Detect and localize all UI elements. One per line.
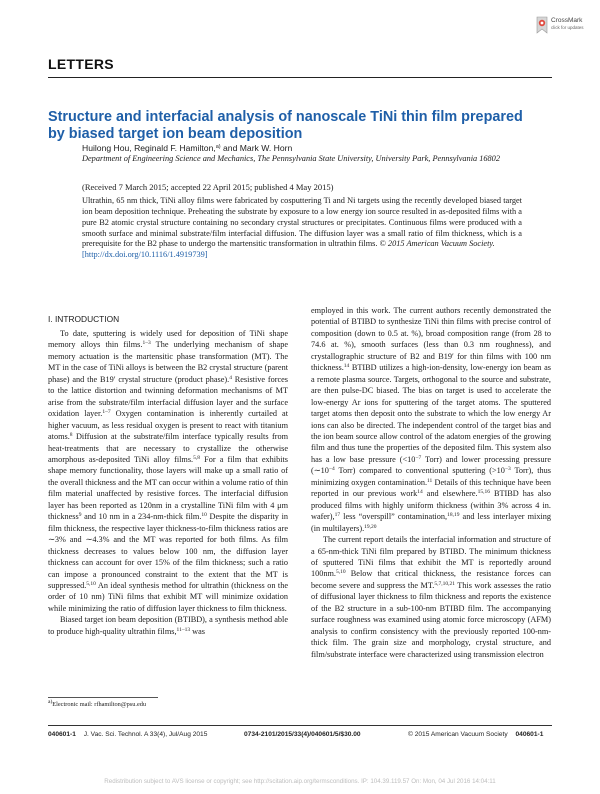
- text-run: employed in this work. The current authors recently demonstrated the potential of BTIBD to synthesize TiNi thin films with precise control of composition (down to 0.5 at. %), broad composition range (from 28 to 74.6 at. %), smooth surfaces (less than 0.3 nm roughness), and crystallographic structure of B2 and B19′ for thin films with 100 nm thickness.: [311, 306, 551, 373]
- abstract: [82, 196, 522, 261]
- text-run: and 10 nm in a 234-nm-thick film.: [81, 512, 202, 522]
- text-run: To date, sputtering is widely used for deposition of TiNi shape memory alloys thin films.: [48, 329, 288, 350]
- citation-ref[interactable]: 19,20: [364, 523, 377, 530]
- header-rule: [48, 77, 552, 78]
- citation-ref[interactable]: 8: [69, 432, 73, 439]
- text-run: Torr), thus minimizing oxygen contamination.: [311, 466, 551, 487]
- affiliation: Department of Engineering Science and Mechanics, The Pennsylvania State University, University Park, Pennsylvania 16802: [82, 154, 500, 163]
- citation-ref[interactable]: 15,16: [477, 489, 490, 496]
- text-run: Torr) compared to conventional sputtering (>10: [334, 466, 505, 476]
- abstract-text: Ultrathin, 65 nm thick, TiNi alloy films were fabricated by cosputtering Ti and Ni targets using the recently developed biased target ion beam deposition technique. Preheating the substrate by exposure to a low energy ion source resulted in as-deposited films with a pure B2 atomic crystal structure containing no secondary crystal structures or precipitates. Continuous films were produced with a smooth surface and minimal substrate/film interfacial diffusion. The diffusion layer was a small ratio of film thickness, which is a prerequisite for the B2 phase to undergo the martensitic transformation in ultrathin films.: [82, 196, 522, 249]
- citation-ref[interactable]: 10: [201, 512, 207, 519]
- text-run: Below that critical thickness, the resistance forces can become severe and suppress the MT.: [311, 569, 551, 590]
- text-run: and less interlayer mixing (in multilayers).: [311, 512, 551, 533]
- footer-page-right: 040601-1: [515, 731, 544, 738]
- text-run: BTIBD utilizes a high-ion-density, low-energy ion beam as a remote plasma source. Targets, orthogonal to the source and substrate, are then pulse-DC biased. The bias on target is used to accelerate the low-energy Ar ions for sputtering of the target atoms. The sputtered target atoms then deposit onto the substrate to which the low energy Ar ions can also be directed. The independent control of the target bias and the ion beam source allow control of the adatom energies of the growing film and thus tune the properties of the deposited film. This system also has a low base pressure (<10: [311, 363, 551, 464]
- paragraph: [311, 534, 551, 660]
- text-run: For a film that exhibits shape memory functionality, those layers will make up a small ratio of the overall thickness and the MT can occur within a volume ratio of thin film material unaffected by resistive forces. The interfacial diffusion layer has been reported as 120nm in a crystalline TiNi film with 4 μm thickness: [48, 454, 288, 522]
- article-dates: (Received 7 March 2015; accepted 22 April 2015; published 4 May 2015): [82, 182, 334, 192]
- author-list: [82, 143, 292, 153]
- section-label: LETTERS: [48, 56, 114, 72]
- footer-page-left: 040601-1: [48, 731, 76, 738]
- text-run: was: [190, 626, 205, 636]
- citation-ref[interactable]: 11: [427, 477, 433, 484]
- citation-ref[interactable]: 1–3: [142, 340, 151, 347]
- author-last: and Mark W. Horn: [220, 143, 293, 153]
- text-run: The current report details the interfacial information and structure of a 65-nm-thick TiNi film prepared by BTIBD. The minimum thickness of sputtered TiNi films that exhibit the MT is reportedly around 100nm.: [311, 535, 551, 579]
- paragraph: [48, 328, 288, 614]
- citation-ref[interactable]: 1–7: [102, 409, 111, 416]
- citation-ref[interactable]: 14: [343, 363, 350, 370]
- text-run: less “overspill” contamination,: [340, 512, 448, 522]
- citation-ref[interactable]: −4: [328, 466, 335, 473]
- text-run: BTIBD has also produced films with highly uniform thickness (within 3% across 4 in. wafer),: [311, 489, 551, 522]
- citation-ref[interactable]: 5,7,10,21: [434, 580, 455, 587]
- footer-right: [408, 731, 549, 738]
- text-run: Details of this technique have been reported in our previous work: [311, 477, 551, 499]
- paragraph: [311, 305, 551, 534]
- article-title: Structure and interfacial analysis of nanoscale TiNi thin film prepared by biased target ion beam deposition: [48, 109, 523, 142]
- citation-ref[interactable]: 5,10: [86, 580, 96, 587]
- footer-journal: J. Vac. Sci. Technol. A 33(4), Jul/Aug 2015: [83, 731, 208, 738]
- citation-ref[interactable]: −7: [415, 454, 422, 461]
- citation-ref[interactable]: 4: [229, 374, 232, 381]
- text-run: Torr) and lower processing pressure (∼10: [311, 454, 551, 476]
- text-run: and elsewhere.: [422, 489, 478, 499]
- crossmark-icon: [535, 16, 549, 34]
- crossmark-label: CrossMark: [551, 17, 583, 24]
- text-run: Biased target ion beam deposition (BTIBD), a synthesis method able to produce high-quality ultrathin films,: [48, 615, 288, 636]
- footer-left: [48, 731, 213, 738]
- abstract-copyright: © 2015 American Vacuum Society.: [379, 239, 495, 249]
- paragraph: [48, 614, 288, 637]
- text-run: Despite the disparity in film thickness, the respective layer thickness-to-film thickness ratios are ∼3% and ∼4.3% and the MT was reported for both films. As film thickness decreases to values below 100 nm, the diffusion layer thickness can account for over 15% of the film thickness; such a ratio can impose a pronounced constraint to the extent that the MT is suppressed.: [48, 512, 288, 590]
- citation-ref[interactable]: 5,10: [335, 569, 346, 576]
- citation-ref[interactable]: 11–13: [176, 626, 191, 633]
- text-run: The underlying mechanism of shape memory actuation is the martensitic phase transformation (MT). The MT in the case of TiNi alloys is between the B2 crystal structure (parent phase) and the B19′ crystal structure (product phase).: [48, 340, 288, 384]
- right-column: [311, 305, 551, 660]
- section-heading: I. INTRODUCTION: [48, 314, 120, 324]
- footnote-rule: [48, 697, 158, 698]
- text-run: Diffusion at the substrate/film interface typically results from heat-treatments that are necessary to crystallize the otherwise amorphous as-deposited TiNi alloy films.: [48, 432, 288, 464]
- author-footnote-mark: a): [215, 144, 221, 150]
- text-run: Oxygen contamination is inherently curtailed at higher vacuum, as less residual oxygen is present to react with titanium atoms.: [48, 409, 289, 442]
- text-run: This work assesses the ratio of diffusional layer thickness to film thickness and reports the existence of the B2 structure in a sub-100-nm BTIBD film. The accompanying surface roughness was examined using atomic force microscopy (AFM) analysis to confirm consistency with the previously reported 100-nm-thick film. The grain size and morphology, crystal structure, and film/substrate interface were characterized using transmission electron: [311, 580, 551, 659]
- left-column: [48, 328, 288, 637]
- footnote: [48, 701, 146, 708]
- author-names: Huilong Hou, Reginald F. Hamilton,: [82, 143, 216, 153]
- footer-rule: [48, 725, 552, 726]
- citation-ref[interactable]: −3: [504, 466, 511, 473]
- redistribution-notice: Redistribution subject to AVS license or copyright; see http://scitation.aip.org/termsconditions. IP: 104.39.119.57 On: Mon, 04 Jul 2016 14:04:11: [104, 778, 496, 785]
- footer-issn: 0734-2101/2015/33(4)/040601/5/$30.00: [244, 731, 361, 738]
- crossmark-sublabel: click for updates: [551, 25, 584, 30]
- text-run: An ideal synthesis method for ultrathin (thickness on the order of 10 nm) TiNi films that exhibit MT will minimize oxidation while minimizing the ratio of diffusion layer thickness to film thickness.: [48, 580, 288, 613]
- doi-link[interactable]: [http://dx.doi.org/10.1116/1.4919739]: [82, 250, 208, 260]
- crossmark-badge[interactable]: [535, 16, 587, 42]
- citation-ref[interactable]: 17: [334, 512, 341, 519]
- footer-society: © 2015 American Vacuum Society: [408, 731, 508, 738]
- citation-ref[interactable]: 9: [78, 512, 82, 519]
- text-run: Resistive forces to the lattice distortion and twinning deformation mechanisms of MT arise from the substrate/film interfacial diffusion layer and the surface oxidation layer.: [48, 374, 288, 419]
- citation-ref[interactable]: 18,19: [447, 512, 460, 519]
- footnote-mark: a): [48, 699, 53, 705]
- citation-ref[interactable]: 5,8: [193, 454, 200, 461]
- citation-ref[interactable]: 14: [417, 489, 423, 496]
- footnote-text: Electronic mail: rfhamilton@psu.edu: [52, 701, 147, 708]
